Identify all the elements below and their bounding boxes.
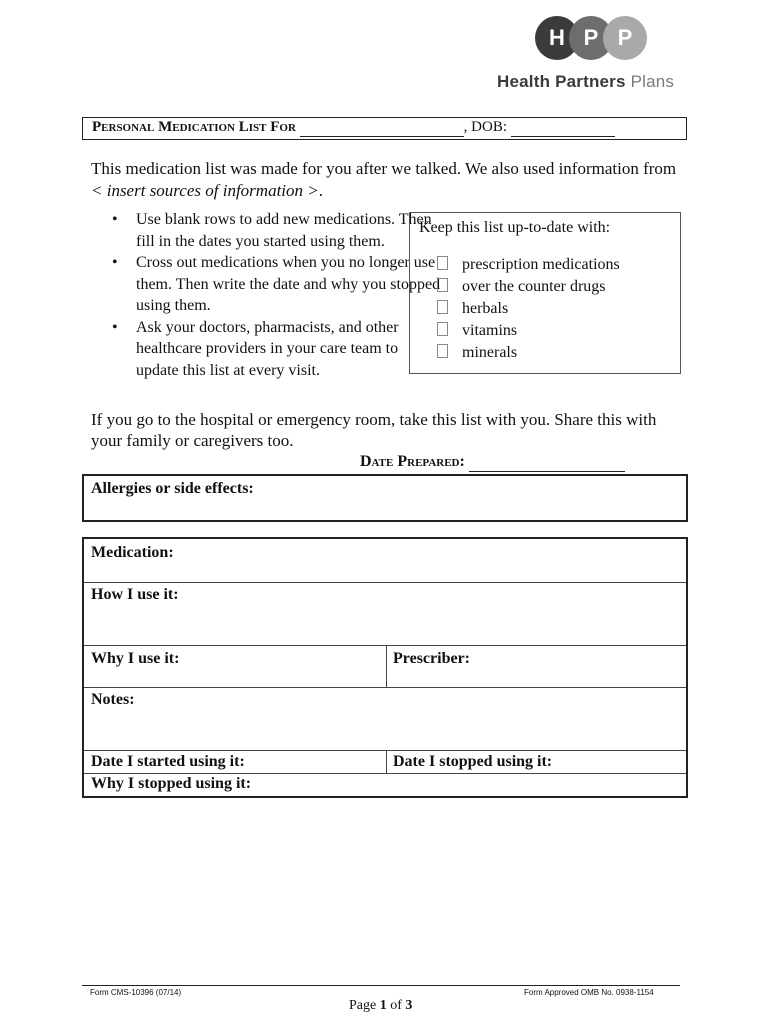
medication-table xyxy=(82,537,688,798)
bullet-icon: • xyxy=(112,211,118,228)
row-divider xyxy=(84,750,686,751)
row-divider xyxy=(84,645,686,646)
notes-label: Notes: xyxy=(91,691,135,708)
column-divider xyxy=(386,645,387,687)
keep-updated-title: Keep this list up-to-date with: xyxy=(419,219,611,236)
name-blank[interactable] xyxy=(300,119,464,137)
header-title: Personal Medication List For xyxy=(92,119,296,135)
page-mid: of xyxy=(386,998,406,1013)
keep-item: over the counter drugs xyxy=(437,276,620,298)
row-divider xyxy=(84,773,686,774)
instruction-item: • Cross out medications when you no longer use them. Then write the date and why you stopped using them. xyxy=(112,254,441,314)
checkbox-icon[interactable] xyxy=(437,322,448,336)
allergies-box[interactable] xyxy=(82,474,688,522)
keep-updated-box xyxy=(409,212,681,374)
row-divider xyxy=(84,582,686,583)
date-prepared-blank[interactable] xyxy=(469,453,625,472)
page-number xyxy=(349,998,412,1014)
logo-circle-p1: P xyxy=(569,16,613,60)
intro-end: . xyxy=(318,181,323,200)
omb-number: Form Approved OMB No. 0938-1154 xyxy=(524,988,654,997)
checkbox-icon[interactable] xyxy=(437,278,448,292)
how-label: How I use it: xyxy=(91,586,179,603)
intro-text: This medication list was made for you after we talked. We also used information from xyxy=(91,159,677,178)
date-stopped-label: Date I stopped using it: xyxy=(393,753,553,770)
bullet-icon: • xyxy=(112,318,118,336)
brand-name xyxy=(497,72,674,92)
keep-updated-list xyxy=(437,254,620,364)
brand-name-bold: Health Partners xyxy=(497,72,626,91)
instruction-item: • Use blank rows to add new medications. Then fill in the dates you started using them. xyxy=(112,211,432,250)
header-text xyxy=(92,119,615,137)
checkbox-icon[interactable] xyxy=(437,344,448,358)
prescriber-label: Prescriber: xyxy=(393,650,470,667)
bullet-icon: • xyxy=(112,254,118,271)
why-label: Why I use it: xyxy=(91,650,180,667)
date-prepared-label: Date Prepared: xyxy=(360,453,465,470)
keep-item: vitamins xyxy=(437,320,620,342)
page-total: 3 xyxy=(405,998,413,1013)
page-prefix: Page xyxy=(349,998,380,1013)
dob-blank[interactable] xyxy=(511,119,615,137)
dob-label: , DOB: xyxy=(463,119,507,135)
date-prepared xyxy=(360,453,625,472)
page-current: 1 xyxy=(379,998,387,1013)
brand-name-light: Plans xyxy=(630,72,675,91)
logo-circle-p2: P xyxy=(603,16,647,60)
checkbox-icon[interactable] xyxy=(437,256,448,270)
intro-paragraph xyxy=(91,158,681,202)
logo-circle-h: H xyxy=(535,16,579,60)
hospital-note: If you go to the hospital or emergency room, take this list with you. Share this with your family or caregivers too. xyxy=(91,410,657,450)
why-stopped-label: Why I stopped using it: xyxy=(91,775,252,792)
instructions-list xyxy=(112,209,442,381)
sources-placeholder: < insert sources of information > xyxy=(91,181,319,200)
form-id: Form CMS-10396 (07/14) xyxy=(90,988,182,997)
medication-label: Medication: xyxy=(91,544,174,561)
checkbox-icon[interactable] xyxy=(437,300,448,314)
row-divider xyxy=(84,687,686,688)
keep-item: minerals xyxy=(437,342,620,364)
keep-item: prescription medications xyxy=(437,254,620,276)
keep-item: herbals xyxy=(437,298,620,320)
hpp-logo xyxy=(535,16,647,62)
instruction-item: • Ask your doctors, pharmacists, and other healthcare providers in your care team to update this list at every visit. xyxy=(112,318,399,379)
column-divider xyxy=(386,750,387,773)
allergies-label: Allergies or side effects: xyxy=(91,480,254,497)
date-started-label: Date I started using it: xyxy=(91,753,245,770)
footer-rule xyxy=(82,985,680,986)
personal-list-header xyxy=(82,117,687,140)
